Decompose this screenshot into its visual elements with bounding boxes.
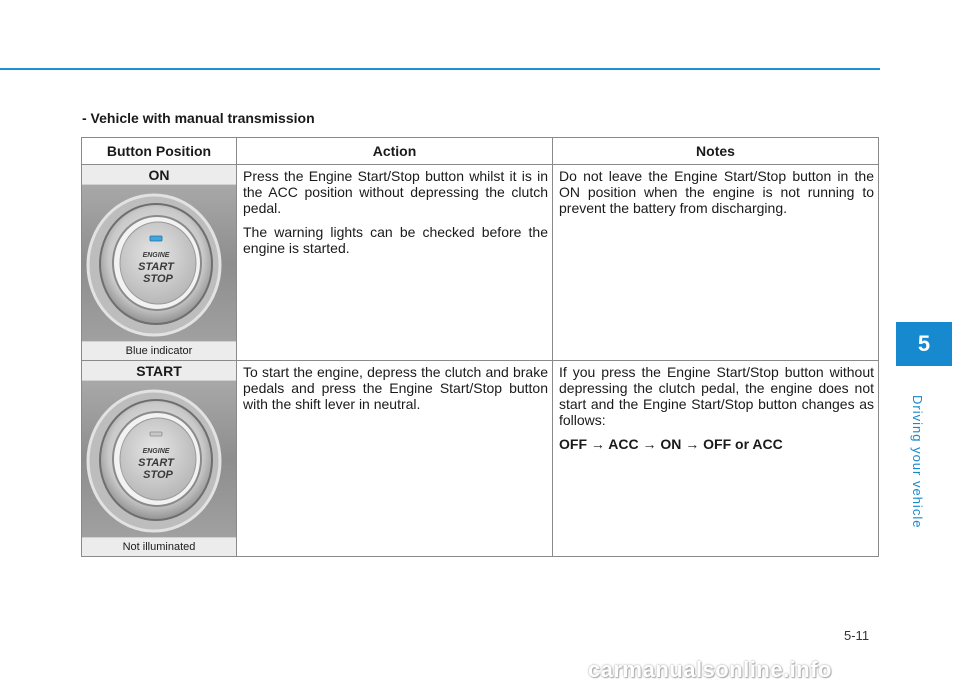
button-text-stop: STOP bbox=[143, 273, 173, 285]
position-label: START bbox=[82, 361, 236, 381]
position-label: ON bbox=[82, 165, 236, 185]
engine-start-stop-button-icon bbox=[84, 185, 234, 341]
engine-start-stop-button-image bbox=[82, 381, 236, 537]
position-cell bbox=[82, 361, 237, 557]
notes-paragraph: Do not leave the Engine Start/Stop button in the ON position when the engine is not running to prevent the battery from discharging. bbox=[559, 168, 874, 216]
state-sequence: OFF → ACC → ON → OFF or ACC bbox=[559, 436, 783, 452]
button-text-start: START bbox=[138, 261, 174, 273]
action-paragraph: The warning lights can be checked before the engine is started. bbox=[243, 224, 548, 256]
indicator-light bbox=[150, 432, 162, 436]
engine-start-stop-button-image bbox=[82, 185, 236, 341]
position-cell bbox=[82, 165, 237, 361]
chapter-title: Driving your vehicle bbox=[910, 395, 925, 529]
table-header-row bbox=[82, 138, 879, 165]
section-title: - Vehicle with manual transmission bbox=[82, 110, 315, 126]
action-paragraph: To start the engine, depress the clutch and brake pedals and press the Engine Start/Stop button with the shift lever in neutral. bbox=[243, 364, 548, 412]
notes-cell bbox=[553, 165, 879, 361]
button-text-engine: ENGINE bbox=[142, 252, 170, 259]
action-paragraph: Press the Engine Start/Stop button whilst it is in the ACC position without depressing the clutch pedal. bbox=[243, 168, 548, 216]
button-text-stop: STOP bbox=[143, 469, 173, 481]
header-rule bbox=[0, 68, 880, 70]
chapter-tab bbox=[896, 322, 952, 366]
chapter-number: 5 bbox=[917, 331, 931, 356]
column-header-notes: Notes bbox=[553, 138, 879, 165]
indicator-caption: Not illuminated bbox=[82, 537, 236, 556]
table-row bbox=[82, 361, 879, 557]
button-text-engine: ENGINE bbox=[142, 448, 170, 455]
engine-start-stop-button-icon bbox=[84, 381, 234, 537]
page-number: 5-11 bbox=[844, 628, 870, 643]
indicator-caption: Blue indicator bbox=[82, 341, 236, 360]
column-header-action: Action bbox=[237, 138, 553, 165]
action-cell bbox=[237, 361, 553, 557]
table-row bbox=[82, 165, 879, 361]
watermark: carmanualsonline.info bbox=[588, 657, 832, 682]
button-position-table bbox=[81, 137, 879, 557]
button-text-start: START bbox=[138, 457, 174, 469]
action-cell bbox=[237, 165, 553, 361]
notes-cell bbox=[553, 361, 879, 557]
notes-paragraph: If you press the Engine Start/Stop button without depressing the clutch pedal, the engine does not start and the Engine Start/Stop button changes as follows: bbox=[559, 364, 874, 428]
column-header-position: Button Position bbox=[82, 138, 237, 165]
indicator-light bbox=[150, 236, 162, 241]
